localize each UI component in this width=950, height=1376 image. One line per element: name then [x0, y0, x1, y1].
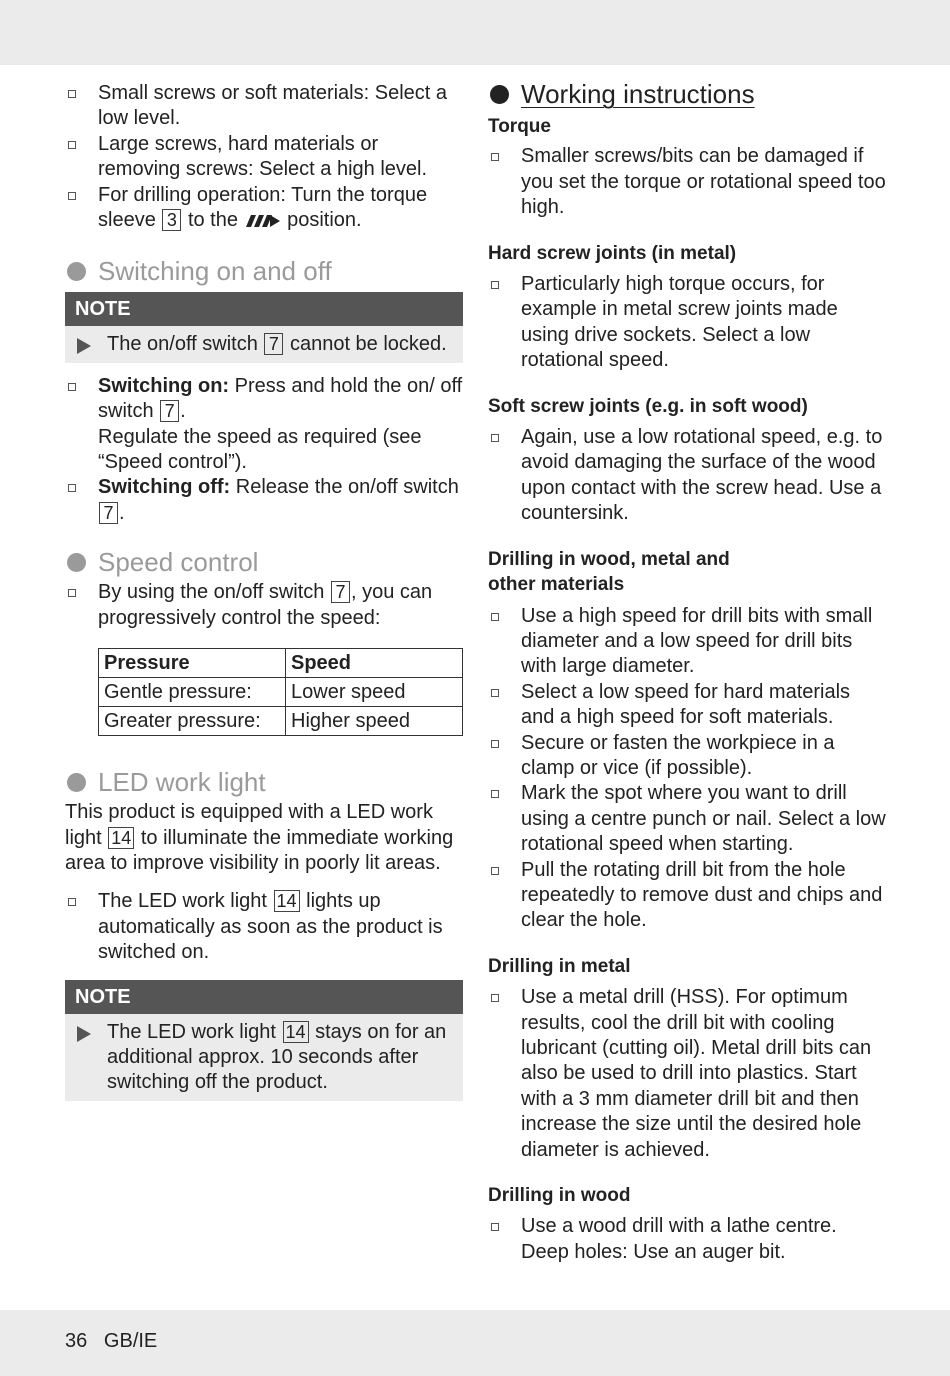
left-column: [65, 78, 463, 1101]
list-item: [488, 731, 888, 782]
part-reference: 7: [99, 502, 118, 524]
bullet-box-icon: [491, 281, 499, 289]
bullet-box-icon: [491, 153, 499, 161]
part-reference: 3: [162, 209, 181, 231]
switching-list: [65, 374, 463, 526]
header-bar: [0, 0, 950, 65]
list-item: [65, 889, 463, 965]
item-text: Particularly high torque occurs, for example in metal screw joints made using drive sockets. Select a low rotational speed.: [521, 273, 838, 372]
subheading-torque: Torque: [488, 116, 551, 137]
note-label: NOTE: [65, 980, 463, 1014]
hard-list: [488, 272, 888, 374]
list-item: [65, 81, 463, 132]
list-item: [488, 272, 888, 374]
item-text: Large screws, hard materials or removing screws: Select a high level.: [98, 132, 428, 181]
bullet-box-icon: [68, 90, 76, 98]
list-item: [488, 144, 888, 220]
section-title-speed: Speed control: [65, 546, 463, 578]
section-bullet-icon: [67, 553, 86, 572]
item-text: Use a wood drill with a lathe centre. Deep holes: Use an auger bit.: [521, 1215, 837, 1263]
item-text: Regulate the speed as required (see “Speed control”).: [98, 425, 422, 474]
list-item: [488, 985, 888, 1163]
item-text: Release the on/off switch: [235, 476, 459, 499]
item-text: Secure or fasten the workpiece in a clamp or vice (if possible).: [521, 731, 835, 779]
led-list: [65, 889, 463, 965]
section-bullet-icon: [67, 262, 86, 281]
bullet-box-icon: [68, 484, 76, 492]
list-item: [65, 475, 463, 526]
item-text: Again, use a low rotational speed, e.g. to avoid damaging the surface of the wood upon contact with the screw head. Use a countersink.: [521, 426, 883, 525]
note-box: [65, 292, 463, 362]
bullet-box-icon: [491, 790, 499, 798]
bullet-box-icon: [68, 589, 76, 597]
metal-list: [488, 985, 888, 1163]
part-reference: 14: [274, 890, 300, 912]
section-title-led: LED work light: [65, 766, 463, 798]
wood-list: [488, 1214, 888, 1265]
bullet-box-icon: [491, 994, 499, 1002]
note-text: stays on for an additional approx. 10 seconds after switching off the product.: [107, 1020, 447, 1094]
subheading-metal: Drilling in metal: [488, 955, 631, 977]
torque-list: [488, 144, 888, 220]
subheading-hard: Hard screw joints (in metal): [488, 242, 737, 264]
list-item: [488, 858, 888, 934]
bullet-box-icon: [68, 141, 76, 149]
drilling-list: [488, 604, 888, 934]
speed-table: [98, 648, 463, 736]
drill-mode-icon: [246, 214, 280, 228]
item-text: Use a metal drill (HSS). For optimum results, cool the drill bit with cooling lubricant (cutting oil). Metal drill bits can also be used to drill into plastics. Start with a 3 mm diameter drill bit and then increase the size until the desired hole diameter is achieved.: [521, 986, 872, 1161]
item-text: For drilling operation: Turn the torque sleeve: [98, 183, 428, 232]
table-row: [99, 707, 463, 736]
item-text: .: [180, 400, 186, 423]
bullet-box-icon: [491, 1223, 499, 1231]
item-text: Smaller screws/bits can be damaged if you set the torque or rotational speed too high.: [521, 145, 886, 219]
item-text: Small screws or soft materials: Select a low level.: [98, 82, 447, 130]
led-paragraph: This product is equipped with a LED work light 14 to illuminate the immediate working area to improve visibility in poorly lit areas.: [65, 801, 454, 874]
note-text: The LED work light: [107, 1020, 276, 1043]
list-item: [488, 1214, 888, 1265]
list-item: [488, 781, 888, 857]
item-text: position.: [287, 209, 362, 232]
item-text: The LED work light: [98, 890, 267, 913]
note-text: cannot be locked.: [289, 333, 447, 356]
arrow-right-icon: [77, 338, 91, 354]
part-reference: 14: [108, 827, 134, 849]
note-box: [65, 980, 463, 1101]
column-header: Speed: [286, 649, 463, 678]
section-bullet-icon: [490, 85, 509, 104]
table-cell: Gentle pressure:: [99, 678, 286, 707]
right-column: [488, 78, 888, 1265]
list-item: [488, 425, 888, 527]
list-item: [65, 183, 463, 234]
bullet-box-icon: [491, 613, 499, 621]
part-reference: 7: [264, 333, 283, 355]
list-item: [65, 374, 463, 476]
bullet-box-icon: [491, 867, 499, 875]
item-text: Press and hold the on/ off switch: [98, 374, 463, 423]
table-cell: Lower speed: [286, 678, 463, 707]
section-bullet-icon: [67, 773, 86, 792]
item-text: to the: [187, 209, 238, 232]
item-text: .: [119, 501, 125, 524]
subheading-wood: Drilling in wood: [488, 1185, 631, 1207]
bullet-box-icon: [68, 192, 76, 200]
item-text: lights up automatically as soon as the product is switched on.: [98, 890, 443, 964]
intro-list: [65, 81, 463, 233]
table-cell: Greater pressure:: [99, 707, 286, 736]
part-reference: 7: [331, 581, 350, 603]
item-label: Switching on:: [98, 374, 230, 397]
speed-list: [65, 580, 463, 631]
item-label: Switching off:: [98, 476, 231, 499]
page-number: 36 GB/IE: [65, 1330, 158, 1352]
column-header: Pressure: [99, 649, 286, 678]
item-text: , you can progressively control the speed:: [98, 581, 433, 629]
bullet-box-icon: [68, 383, 76, 391]
table-row: [99, 678, 463, 707]
bullet-box-icon: [491, 434, 499, 442]
subheading-soft: Soft screw joints (e.g. in soft wood): [488, 395, 808, 417]
section-title-working: Working instructions: [488, 78, 888, 110]
bullet-box-icon: [491, 689, 499, 697]
part-reference: 7: [160, 400, 179, 422]
subheading-drilling: Drilling in wood, metal and other materials: [488, 548, 730, 596]
item-text: By using the on/off switch: [98, 581, 325, 604]
note-body: [65, 1014, 463, 1101]
item-text: Select a low speed for hard materials and a high speed for soft materials.: [521, 680, 851, 729]
bullet-box-icon: [68, 898, 76, 906]
item-text: Use a high speed for drill bits with small diameter and a low speed for drill bits with large diameter.: [521, 604, 873, 678]
list-item: [488, 604, 888, 680]
bullet-box-icon: [491, 740, 499, 748]
item-text: Mark the spot where you want to drill using a centre punch or nail. Select a low rotational speed when starting.: [521, 782, 886, 856]
arrow-right-icon: [77, 1026, 91, 1042]
footer-bar: [0, 1310, 950, 1376]
soft-list: [488, 425, 888, 527]
note-label: NOTE: [65, 292, 463, 326]
list-item: [65, 580, 463, 631]
item-text: Pull the rotating drill bit from the hole repeatedly to remove dust and chips and clear the hole.: [521, 858, 883, 932]
section-title-switching: Switching on and off: [65, 255, 463, 287]
list-item: [65, 132, 463, 183]
table-cell: Higher speed: [286, 707, 463, 736]
note-body: [65, 326, 463, 362]
table-header-row: [99, 649, 463, 678]
note-text: The on/off switch: [107, 333, 258, 356]
list-item: [488, 680, 888, 731]
part-reference: 14: [283, 1021, 309, 1043]
